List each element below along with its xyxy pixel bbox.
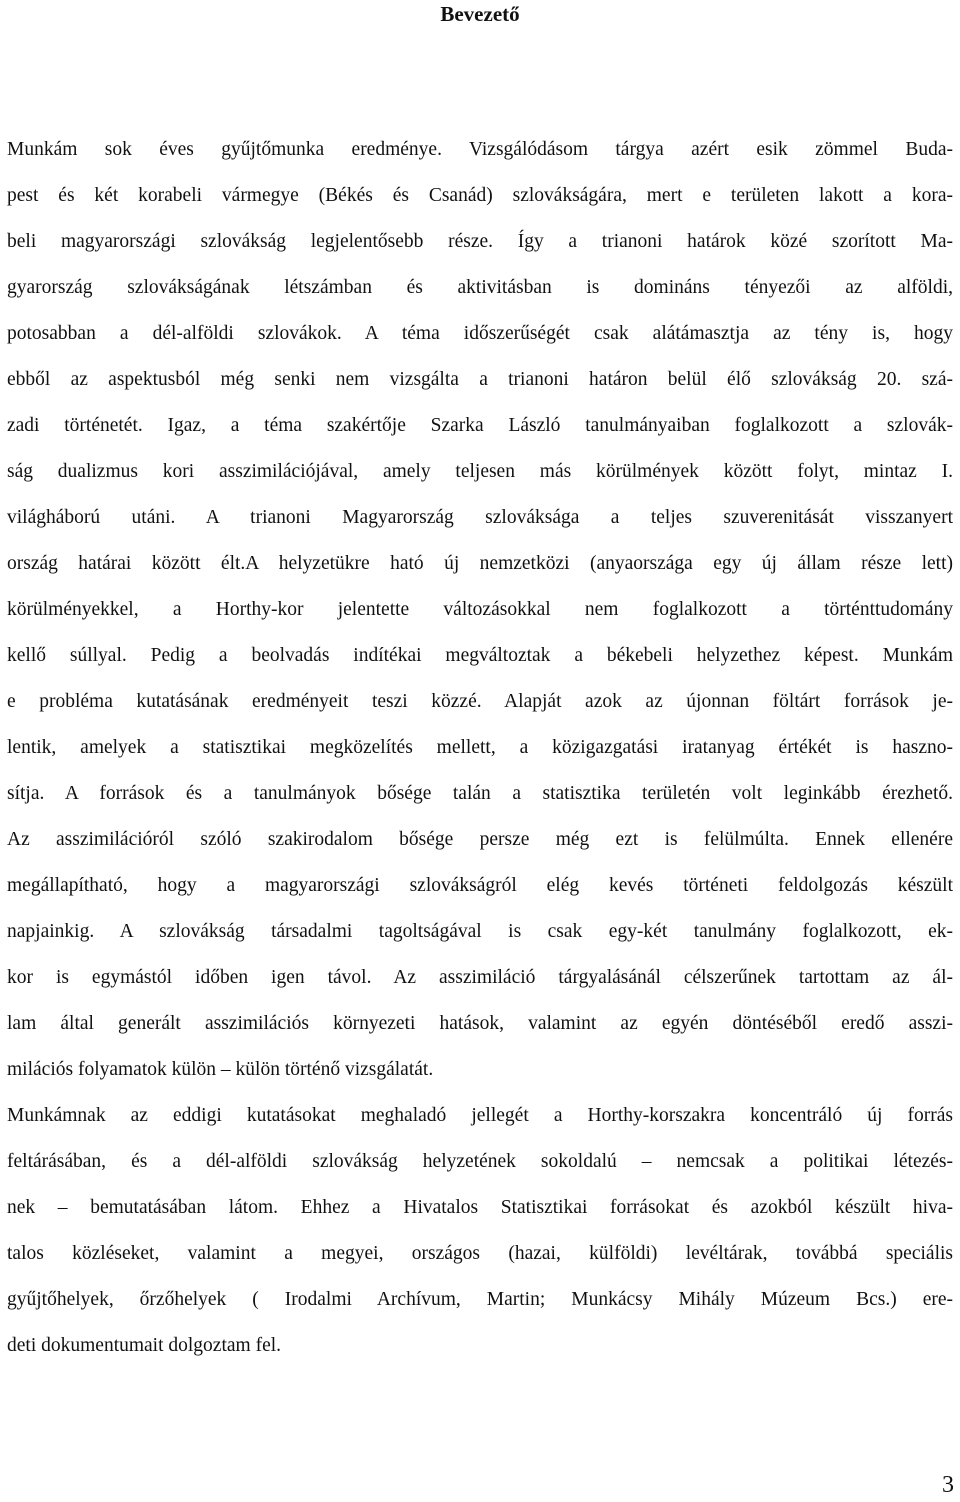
- text-line: zadi történetét. Igaz, a téma szakértője Szarka László tanulmányaiban foglalkozott a szlovák-: [7, 415, 953, 436]
- text-line: deti dokumentumait dolgoztam fel.: [7, 1335, 282, 1356]
- text-line: Az asszimilációról szóló szakirodalom bősége persze még ezt is felülmúlta. Ennek ellenére: [7, 829, 953, 850]
- text-line: e probléma kutatásának eredményeit teszi közzé. Alapját azok az újonnan föltárt források je-: [7, 691, 953, 712]
- text-line: ebből az aspektusból még senki nem vizsgálta a trianoni határon belül élő szlovákság 20. szá-: [7, 369, 953, 390]
- text-line: ország határai között élt.A helyzetükre ható új nemzetközi (anyaországa egy új állam része lett): [7, 553, 953, 574]
- text-line: beli magyarországi szlovákság legjelentősebb része. Így a trianoni határok közé szorított Ma-: [7, 231, 953, 252]
- text-line: talos közléseket, valamint a megyei, országos (hazai, külföldi) levéltárak, továbbá speciális: [7, 1243, 953, 1264]
- text-line: gyűjtőhelyek, őrzőhelyek ( Irodalmi Archívum, Martin; Munkácsy Mihály Múzeum Bcs.) ere-: [7, 1289, 953, 1310]
- text-line: ság dualizmus kori asszimilációjával, amely teljesen más körülmények között folyt, mintaz I.: [7, 461, 953, 482]
- text-line: feltárásában, és a dél-alföldi szlovákság helyzetének sokoldalú – nemcsak a politikai létezés-: [7, 1151, 953, 1172]
- text-line: világháború utáni. A trianoni Magyarország szlováksága a teljes szuverenitását visszanyert: [7, 507, 953, 528]
- text-line: pest és két korabeli vármegye (Békés és Csanád) szlovákságára, mert e területen lakott a kora-: [7, 185, 953, 206]
- text-line: potosabban a dél-alföldi szlovákok. A téma időszerűségét csak alátámasztja az tény is, hogy: [7, 323, 953, 344]
- text-line: nek – bemutatásában látom. Ehhez a Hivatalos Statisztikai forrásokat és azokból készült hiva-: [7, 1197, 953, 1218]
- text-line: milációs folyamatok külön – külön történő vizsgálatát.: [7, 1059, 434, 1080]
- page-number: 3: [942, 1472, 954, 1498]
- text-line: Munkámnak az eddigi kutatásokat meghaladó jellegét a Horthy-korszakra koncentráló új forrás: [7, 1105, 953, 1126]
- text-line: kor is egymástól időben igen távol. Az asszimiláció tárgyalásánál célszerűnek tartottam az ál-: [7, 967, 953, 988]
- text-line: kellő súllyal. Pedig a beolvadás indítékai megváltoztak a békebeli helyzethez képest. Munkám: [7, 645, 953, 666]
- text-line: gyarország szlovákságának létszámban és aktivitásban is domináns tényezői az alföldi,: [7, 277, 953, 298]
- text-line: körülményekkel, a Horthy-kor jelentette változásokkal nem foglalkozott a történttudomány: [7, 599, 953, 620]
- text-line: Munkám sok éves gyűjtőmunka eredménye. Vizsgálódásom tárgya azért esik zömmel Buda-: [7, 139, 953, 160]
- text-line: sítja. A források és a tanulmányok bősége talán a statisztika területén volt leginkább érezhető.: [7, 783, 953, 804]
- text-line: lam által generált asszimilációs környezeti hatások, valamint az egyén döntéséből eredő asszi-: [7, 1013, 953, 1034]
- page-title: Bevezető: [440, 2, 520, 26]
- text-line: napjainkig. A szlovákság társadalmi tagoltságával is csak egy-két tanulmány foglalkozott, ek-: [7, 921, 953, 942]
- text-line: lentik, amelyek a statisztikai megközelítés mellett, a közigazgatási iratanyag értékét is haszno-: [7, 737, 953, 758]
- text-line: megállapítható, hogy a magyarországi szlovákságról elég kevés történeti feldolgozás készült: [7, 875, 953, 896]
